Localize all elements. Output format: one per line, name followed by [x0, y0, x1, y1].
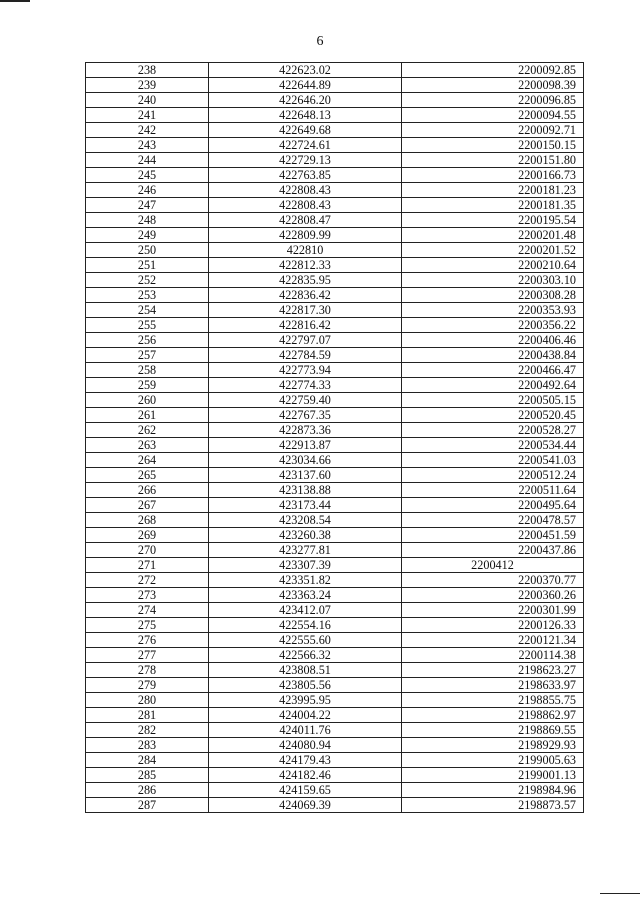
- point-number-cell: 280: [86, 693, 209, 708]
- point-number-cell: 270: [86, 543, 209, 558]
- x-coordinate-cell: 422810: [209, 243, 402, 258]
- x-coordinate-cell: 422873.36: [209, 423, 402, 438]
- y-coordinate-cell: 2200437.86: [402, 543, 584, 558]
- table-row: [86, 63, 584, 78]
- point-number-cell: 250: [86, 243, 209, 258]
- y-coordinate-cell: 2200360.26: [402, 588, 584, 603]
- x-coordinate-cell: 422836.42: [209, 288, 402, 303]
- point-number-cell: 249: [86, 228, 209, 243]
- table-row: [86, 483, 584, 498]
- x-coordinate-cell: 422566.32: [209, 648, 402, 663]
- x-coordinate-cell: 424159.65: [209, 783, 402, 798]
- point-number-cell: 268: [86, 513, 209, 528]
- coordinates-table: [85, 62, 584, 813]
- table-row: [86, 153, 584, 168]
- table-row: [86, 273, 584, 288]
- x-coordinate-cell: 423260.38: [209, 528, 402, 543]
- y-coordinate-cell: 2200478.57: [402, 513, 584, 528]
- table-row: [86, 198, 584, 213]
- point-number-cell: 255: [86, 318, 209, 333]
- point-number-cell: 260: [86, 393, 209, 408]
- table-row: [86, 288, 584, 303]
- y-coordinate-cell: 2200438.84: [402, 348, 584, 363]
- x-coordinate-cell: 424004.22: [209, 708, 402, 723]
- table-row: [86, 588, 584, 603]
- table-row: [86, 438, 584, 453]
- x-coordinate-cell: 422724.61: [209, 138, 402, 153]
- point-number-cell: 262: [86, 423, 209, 438]
- table-row: [86, 93, 584, 108]
- table-row: [86, 378, 584, 393]
- table-row: [86, 723, 584, 738]
- y-coordinate-cell: 2200353.93: [402, 303, 584, 318]
- table-row: [86, 558, 584, 573]
- table-row: [86, 693, 584, 708]
- table-row: [86, 318, 584, 333]
- point-number-cell: 247: [86, 198, 209, 213]
- y-coordinate-cell: 2198862.97: [402, 708, 584, 723]
- x-coordinate-cell: 422555.60: [209, 633, 402, 648]
- table-row: [86, 348, 584, 363]
- y-coordinate-cell: 2199005.63: [402, 753, 584, 768]
- scan-edge-mark-top: [0, 0, 30, 2]
- x-coordinate-cell: 423995.95: [209, 693, 402, 708]
- y-coordinate-cell: 2200308.28: [402, 288, 584, 303]
- y-coordinate-cell: 2200181.35: [402, 198, 584, 213]
- x-coordinate-cell: 422554.16: [209, 618, 402, 633]
- point-number-cell: 276: [86, 633, 209, 648]
- point-number-cell: 278: [86, 663, 209, 678]
- x-coordinate-cell: 422773.94: [209, 363, 402, 378]
- table-row: [86, 243, 584, 258]
- y-coordinate-cell: 2198869.55: [402, 723, 584, 738]
- x-coordinate-cell: 422913.87: [209, 438, 402, 453]
- table-row: [86, 633, 584, 648]
- table-row: [86, 408, 584, 423]
- point-number-cell: 239: [86, 78, 209, 93]
- y-coordinate-cell: 2200094.55: [402, 108, 584, 123]
- x-coordinate-cell: 424011.76: [209, 723, 402, 738]
- y-coordinate-cell: 2200098.39: [402, 78, 584, 93]
- x-coordinate-cell: 422774.33: [209, 378, 402, 393]
- x-coordinate-cell: 423307.39: [209, 558, 402, 573]
- x-coordinate-cell: 422729.13: [209, 153, 402, 168]
- page-number: 6: [316, 34, 324, 49]
- point-number-cell: 273: [86, 588, 209, 603]
- x-coordinate-cell: 423805.56: [209, 678, 402, 693]
- point-number-cell: 252: [86, 273, 209, 288]
- table-row: [86, 603, 584, 618]
- x-coordinate-cell: 422812.33: [209, 258, 402, 273]
- table-row: [86, 573, 584, 588]
- point-number-cell: 283: [86, 738, 209, 753]
- table-row: [86, 108, 584, 123]
- point-number-cell: 282: [86, 723, 209, 738]
- point-number-cell: 238: [86, 63, 209, 78]
- y-coordinate-cell: 2198855.75: [402, 693, 584, 708]
- y-coordinate-cell: 2200541.03: [402, 453, 584, 468]
- table-row: [86, 363, 584, 378]
- y-coordinate-cell: 2200303.10: [402, 273, 584, 288]
- x-coordinate-cell: 424069.39: [209, 798, 402, 813]
- scan-edge-mark-right: [600, 893, 640, 894]
- table-row: [86, 393, 584, 408]
- table-row: [86, 768, 584, 783]
- x-coordinate-cell: 423363.24: [209, 588, 402, 603]
- point-number-cell: 257: [86, 348, 209, 363]
- x-coordinate-cell: 422808.47: [209, 213, 402, 228]
- x-coordinate-cell: 423808.51: [209, 663, 402, 678]
- table-row: [86, 423, 584, 438]
- point-number-cell: 284: [86, 753, 209, 768]
- y-coordinate-cell: 2200370.77: [402, 573, 584, 588]
- table-row: [86, 663, 584, 678]
- y-coordinate-cell: 2200126.33: [402, 618, 584, 633]
- y-coordinate-cell: 2200512.24: [402, 468, 584, 483]
- point-number-cell: 285: [86, 768, 209, 783]
- y-coordinate-cell: 2200356.22: [402, 318, 584, 333]
- x-coordinate-cell: 424182.46: [209, 768, 402, 783]
- point-number-cell: 264: [86, 453, 209, 468]
- y-coordinate-cell: 2200201.48: [402, 228, 584, 243]
- x-coordinate-cell: 422808.43: [209, 183, 402, 198]
- point-number-cell: 265: [86, 468, 209, 483]
- x-coordinate-cell: 422763.85: [209, 168, 402, 183]
- point-number-cell: 253: [86, 288, 209, 303]
- point-number-cell: 242: [86, 123, 209, 138]
- y-coordinate-cell: 2200114.38: [402, 648, 584, 663]
- y-coordinate-cell: 2200520.45: [402, 408, 584, 423]
- x-coordinate-cell: 422784.59: [209, 348, 402, 363]
- x-coordinate-cell: 422623.02: [209, 63, 402, 78]
- x-coordinate-cell: 422817.30: [209, 303, 402, 318]
- x-coordinate-cell: 423034.66: [209, 453, 402, 468]
- point-number-cell: 261: [86, 408, 209, 423]
- y-coordinate-cell: 2200528.27: [402, 423, 584, 438]
- point-number-cell: 259: [86, 378, 209, 393]
- point-number-cell: 254: [86, 303, 209, 318]
- table-row: [86, 468, 584, 483]
- table-row: [86, 753, 584, 768]
- table-row: [86, 168, 584, 183]
- table-row: [86, 183, 584, 198]
- table-row: [86, 333, 584, 348]
- y-coordinate-cell: 2200534.44: [402, 438, 584, 453]
- point-number-cell: 256: [86, 333, 209, 348]
- x-coordinate-cell: 423351.82: [209, 573, 402, 588]
- y-coordinate-cell: 2200210.64: [402, 258, 584, 273]
- table-row: [86, 738, 584, 753]
- point-number-cell: 274: [86, 603, 209, 618]
- x-coordinate-cell: 423173.44: [209, 498, 402, 513]
- x-coordinate-cell: 424080.94: [209, 738, 402, 753]
- point-number-cell: 251: [86, 258, 209, 273]
- point-number-cell: 240: [86, 93, 209, 108]
- x-coordinate-cell: 422646.20: [209, 93, 402, 108]
- point-number-cell: 267: [86, 498, 209, 513]
- table-row: [86, 138, 584, 153]
- point-number-cell: 241: [86, 108, 209, 123]
- point-number-cell: 281: [86, 708, 209, 723]
- x-coordinate-cell: 423412.07: [209, 603, 402, 618]
- point-number-cell: 275: [86, 618, 209, 633]
- point-number-cell: 266: [86, 483, 209, 498]
- table-row: [86, 783, 584, 798]
- point-number-cell: 286: [86, 783, 209, 798]
- y-coordinate-cell: 2200301.99: [402, 603, 584, 618]
- table-row: [86, 453, 584, 468]
- table-body: [86, 63, 584, 813]
- x-coordinate-cell: 423208.54: [209, 513, 402, 528]
- x-coordinate-cell: 422816.42: [209, 318, 402, 333]
- y-coordinate-cell: 2200096.85: [402, 93, 584, 108]
- x-coordinate-cell: 422835.95: [209, 273, 402, 288]
- y-coordinate-cell: 2200451.59: [402, 528, 584, 543]
- table-row: [86, 513, 584, 528]
- table-row: [86, 618, 584, 633]
- table-row: [86, 303, 584, 318]
- y-coordinate-cell: 2200201.52: [402, 243, 584, 258]
- point-number-cell: 263: [86, 438, 209, 453]
- x-coordinate-cell: 422648.13: [209, 108, 402, 123]
- x-coordinate-cell: 423137.60: [209, 468, 402, 483]
- y-coordinate-cell: 2200495.64: [402, 498, 584, 513]
- table-row: [86, 123, 584, 138]
- x-coordinate-cell: 422767.35: [209, 408, 402, 423]
- y-coordinate-cell: 2200151.80: [402, 153, 584, 168]
- x-coordinate-cell: 422808.43: [209, 198, 402, 213]
- y-coordinate-cell: 2199001.13: [402, 768, 584, 783]
- x-coordinate-cell: 423277.81: [209, 543, 402, 558]
- y-coordinate-cell: 2198623.27: [402, 663, 584, 678]
- table-row: [86, 528, 584, 543]
- x-coordinate-cell: 423138.88: [209, 483, 402, 498]
- y-coordinate-cell: 2200166.73: [402, 168, 584, 183]
- y-coordinate-cell: 2200412: [402, 558, 584, 573]
- table-row: [86, 543, 584, 558]
- table-row: [86, 78, 584, 93]
- x-coordinate-cell: 422759.40: [209, 393, 402, 408]
- y-coordinate-cell: 2200406.46: [402, 333, 584, 348]
- y-coordinate-cell: 2200121.34: [402, 633, 584, 648]
- point-number-cell: 287: [86, 798, 209, 813]
- point-number-cell: 272: [86, 573, 209, 588]
- point-number-cell: 243: [86, 138, 209, 153]
- point-number-cell: 248: [86, 213, 209, 228]
- point-number-cell: 277: [86, 648, 209, 663]
- point-number-cell: 245: [86, 168, 209, 183]
- y-coordinate-cell: 2200195.54: [402, 213, 584, 228]
- table-row: [86, 648, 584, 663]
- point-number-cell: 244: [86, 153, 209, 168]
- y-coordinate-cell: 2200092.85: [402, 63, 584, 78]
- y-coordinate-cell: 2200505.15: [402, 393, 584, 408]
- point-number-cell: 271: [86, 558, 209, 573]
- table-row: [86, 708, 584, 723]
- y-coordinate-cell: 2200511.64: [402, 483, 584, 498]
- y-coordinate-cell: 2200092.71: [402, 123, 584, 138]
- y-coordinate-cell: 2200466.47: [402, 363, 584, 378]
- x-coordinate-cell: 422809.99: [209, 228, 402, 243]
- x-coordinate-cell: 422649.68: [209, 123, 402, 138]
- y-coordinate-cell: 2198873.57: [402, 798, 584, 813]
- y-coordinate-cell: 2200492.64: [402, 378, 584, 393]
- y-coordinate-cell: 2198984.96: [402, 783, 584, 798]
- y-coordinate-cell: 2198633.97: [402, 678, 584, 693]
- y-coordinate-cell: 2200181.23: [402, 183, 584, 198]
- table-row: [86, 498, 584, 513]
- table-row: [86, 798, 584, 813]
- y-coordinate-cell: 2200150.15: [402, 138, 584, 153]
- table-row: [86, 258, 584, 273]
- table-row: [86, 228, 584, 243]
- x-coordinate-cell: 422797.07: [209, 333, 402, 348]
- table-row: [86, 678, 584, 693]
- point-number-cell: 279: [86, 678, 209, 693]
- x-coordinate-cell: 424179.43: [209, 753, 402, 768]
- table-row: [86, 213, 584, 228]
- point-number-cell: 258: [86, 363, 209, 378]
- point-number-cell: 246: [86, 183, 209, 198]
- x-coordinate-cell: 422644.89: [209, 78, 402, 93]
- y-coordinate-cell: 2198929.93: [402, 738, 584, 753]
- point-number-cell: 269: [86, 528, 209, 543]
